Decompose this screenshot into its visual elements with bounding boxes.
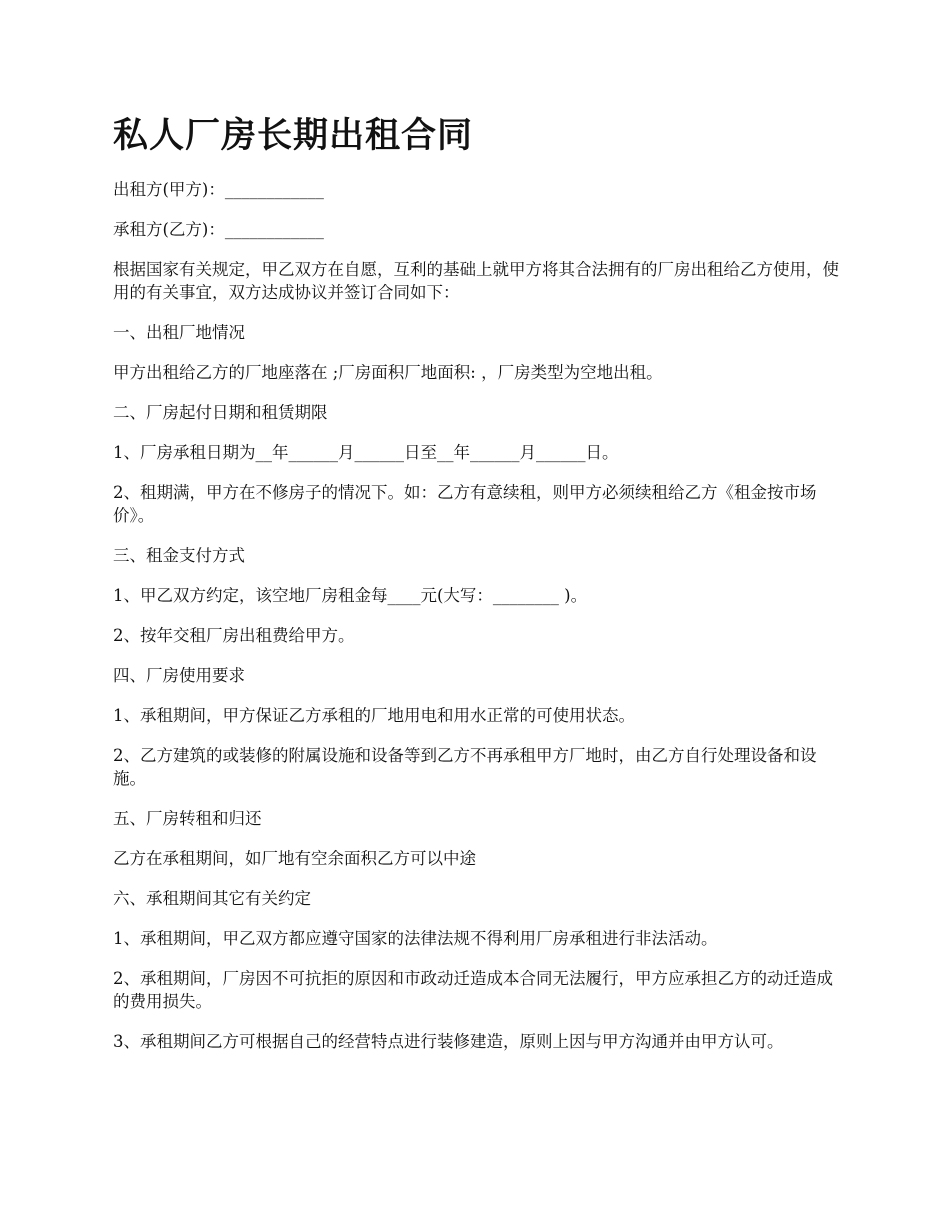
section-6-clause-1: 1、承租期间，甲乙双方都应遵守国家的法律法规不得利用厂房承租进行非法活动。: [113, 929, 718, 948]
section-heading-1: 一、出租厂地情况: [113, 323, 245, 342]
preamble-paragraph: 根据国家有关规定，甲乙双方在自愿，互利的基础上就甲方将其合法拥有的厂房出租给乙方使用，使用的有关事宜，双方达成协议并签订合同如下：: [113, 260, 839, 302]
section-heading-4: 四、厂房使用要求: [113, 666, 245, 685]
section-2-clause-2: 2、租期满，甲方在不修房子的情况下。如：乙方有意续租，则甲方必须续租给乙方《租金按市场价》。: [113, 483, 817, 525]
document-title: 私人厂房长期出租合同: [113, 116, 474, 156]
section-1-paragraph: 甲方出租给乙方的厂地座落在 ;厂房面积厂地面积: ，厂房类型为空地出租。: [113, 363, 663, 382]
section-6-clause-2: 2、承租期间，厂房因不可抗拒的原因和市政动迁造成本合同无法履行，甲方应承担乙方的动迁造成的费用损失。: [113, 969, 833, 1011]
document-page: [113, 108, 843, 1070]
section-6-clause-3: 3、承租期间乙方可根据自己的经营特点进行装修建造，原则上因与甲方沟通并由甲方认可。: [113, 1032, 784, 1051]
section-2-clause-1: 1、厂房承租日期为__年______月______日至__年______月______日。: [113, 443, 619, 462]
section-3-clause-1: 1、甲乙双方约定，该空地厂房租金每____元(大写：________ )。: [113, 586, 588, 605]
section-heading-6: 六、承租期间其它有关约定: [113, 889, 311, 908]
section-heading-3: 三、租金支付方式: [113, 546, 245, 565]
section-4-clause-2: 2、乙方建筑的或装修的附属设施和设备等到乙方不再承租甲方厂地时，由乙方自行处理设备和设施。: [113, 746, 817, 788]
section-heading-5: 五、厂房转租和归还: [113, 809, 262, 828]
section-5-paragraph: 乙方在承租期间，如厂地有空余面积乙方可以中途: [113, 849, 476, 868]
lessee-line: 承租方(乙方)：____________: [113, 220, 324, 239]
section-4-clause-1: 1、承租期间，甲方保证乙方承租的厂地用电和用水正常的可使用状态。: [113, 706, 635, 725]
section-heading-2: 二、厂房起付日期和租赁期限: [113, 403, 328, 422]
section-3-clause-2: 2、按年交租厂房出租费给甲方。: [113, 626, 355, 645]
lessor-line: 出租方(甲方)：____________: [113, 180, 324, 199]
